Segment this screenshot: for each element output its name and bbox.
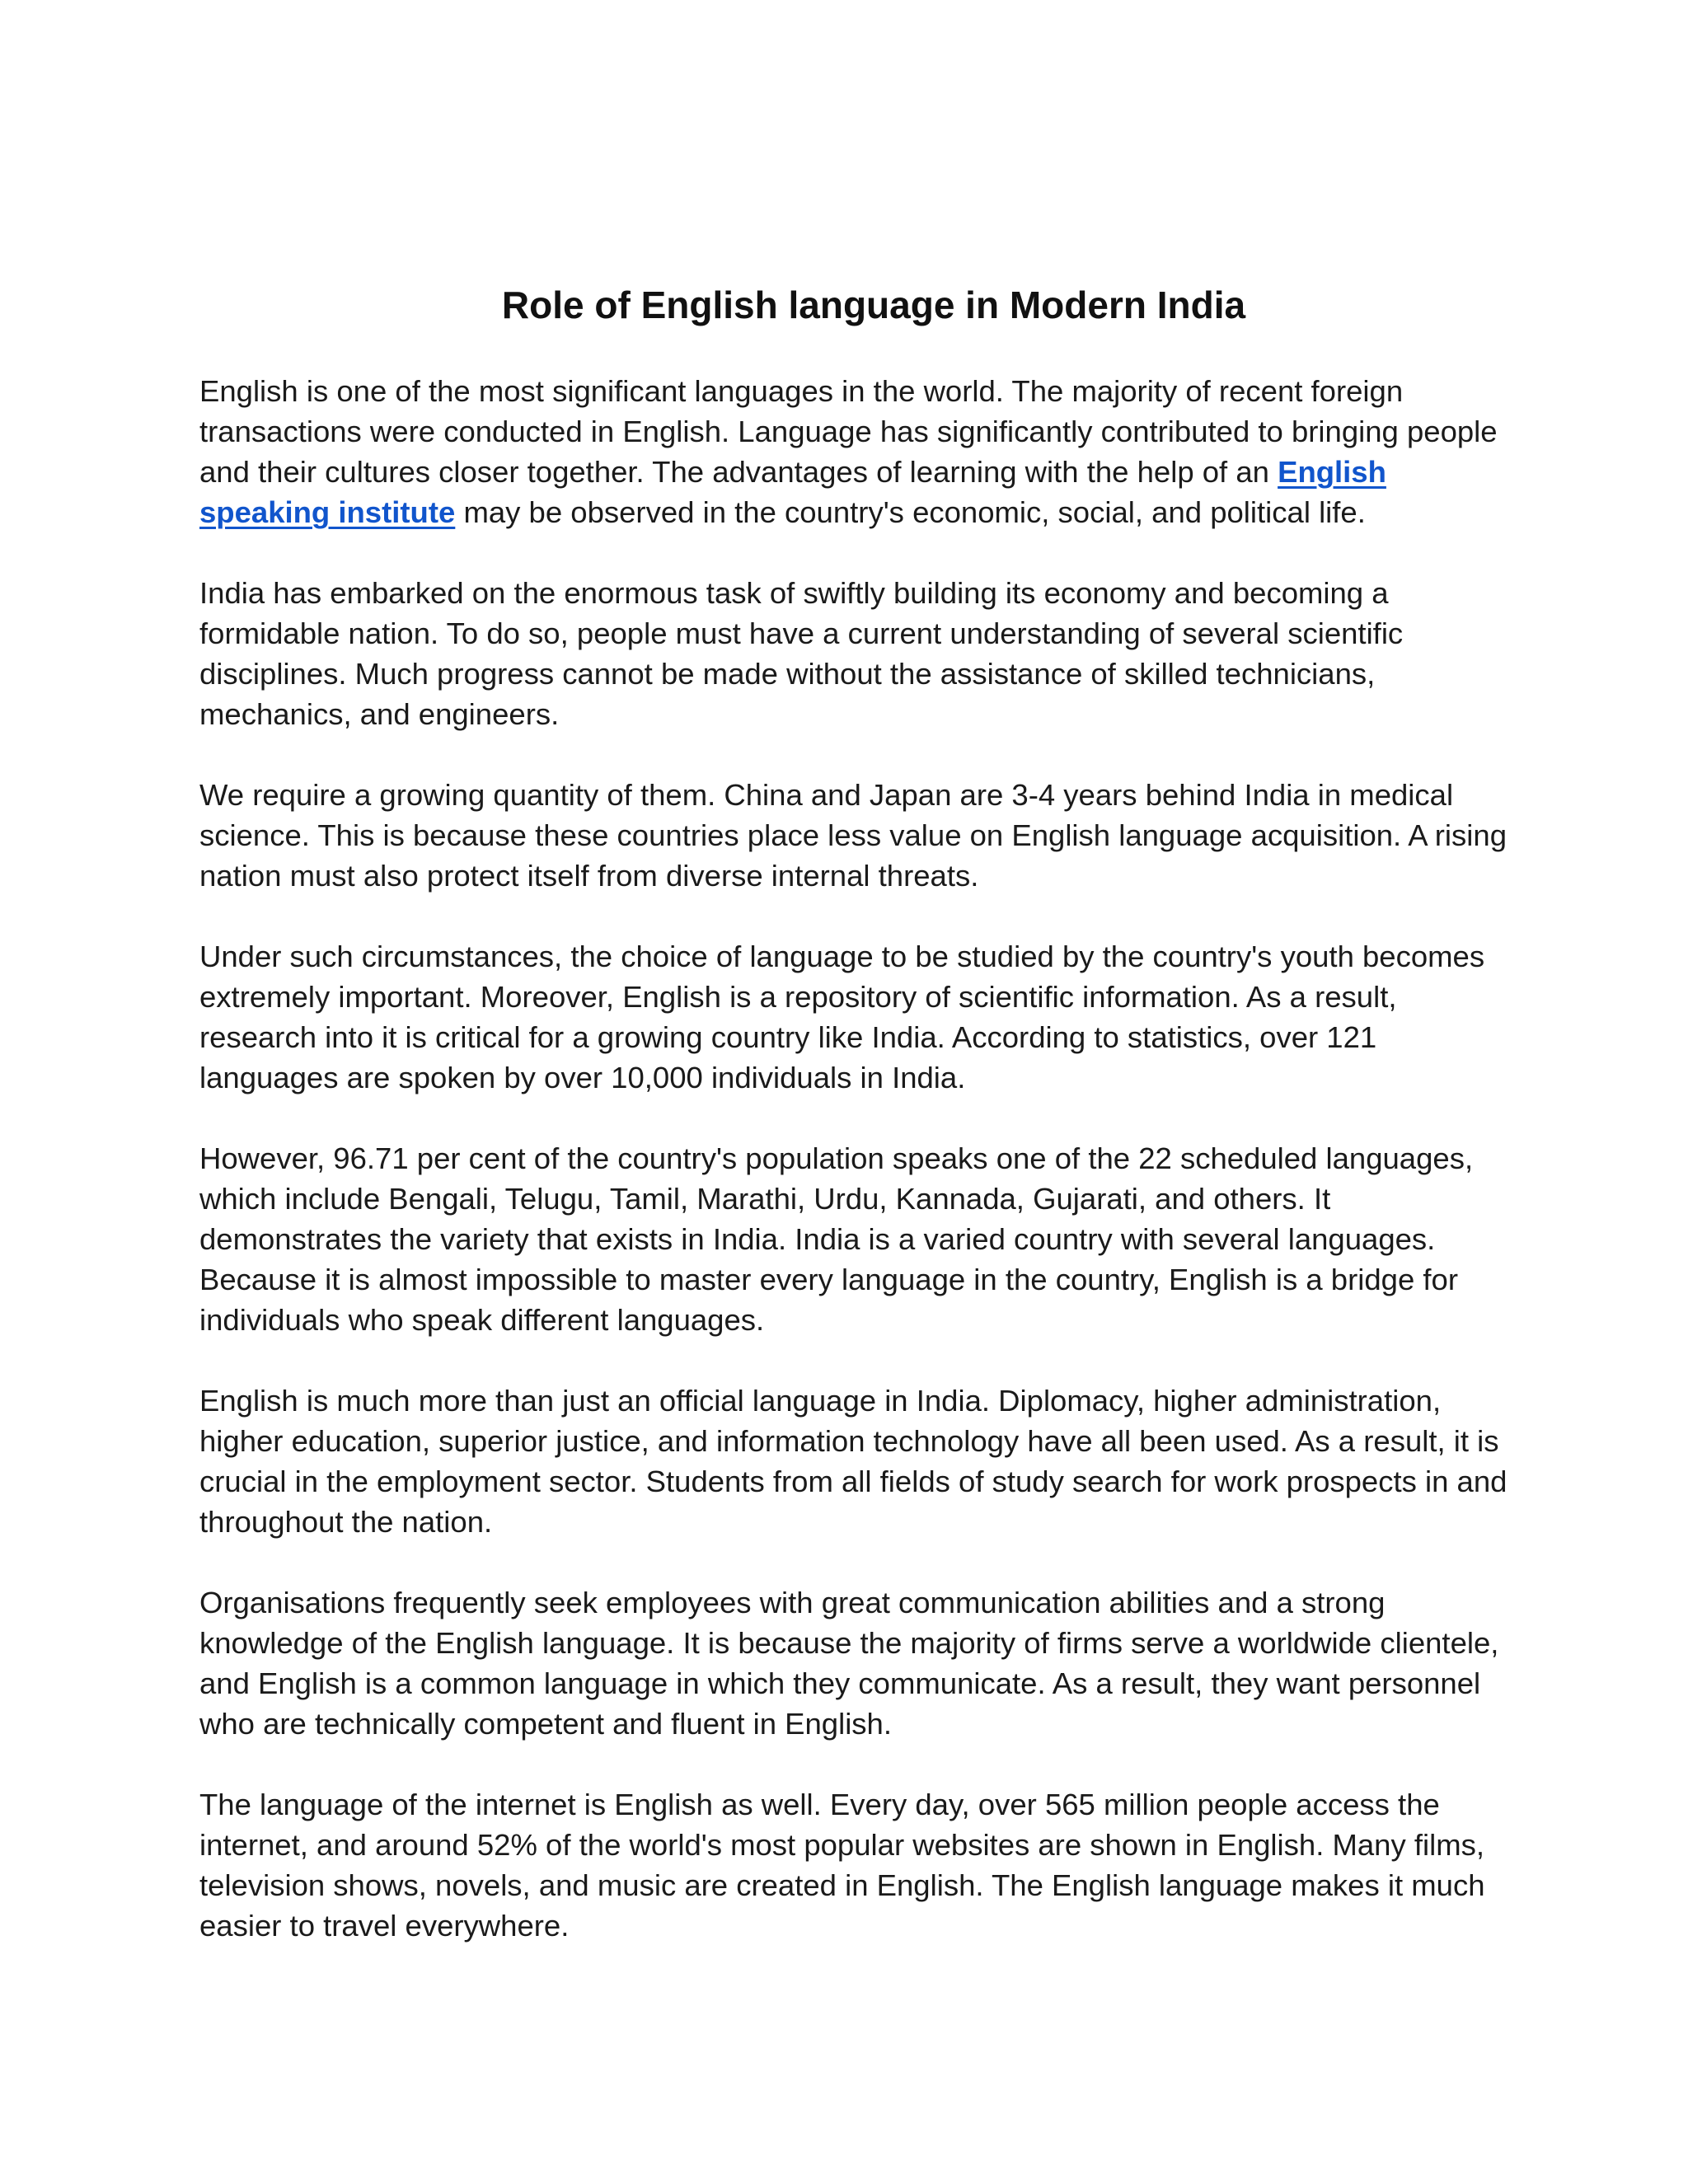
paragraph-medical-science: We require a growing quantity of them. China and Japan are 3-4 years behind India in medical science. This is because these countries place less value on English language acquisition. A rising nation must also protect itself from diverse internal threats. <box>199 778 1507 893</box>
intro-paragraph <box>199 371 1518 532</box>
intro-text-before-link: English is one of the most significant languages in the world. The majority of recent foreign transactions were conducted in English. Language has significantly contributed to bringing people and their cultures closer together. The advantages of learning with the help of an <box>199 374 1498 489</box>
document-title: Role of English language in Modern India <box>501 284 1246 326</box>
paragraph-language-choice: Under such circumstances, the choice of language to be studied by the country's youth becomes extremely important. Moreover, English is a repository of scientific information. As a result, research into it is critical for a growing country like India. According to statistics, over 121 languages are spoken by over 10,000 individuals in India. <box>199 940 1485 1094</box>
document-body <box>199 371 1518 1986</box>
paragraph-official-language: English is much more than just an official language in India. Diplomacy, higher administration, higher education, superior justice, and information technology have all been used. As a result, it is crucial in the employment sector. Students from all fields of study search for work prospects in and throughout the nation. <box>199 1384 1507 1539</box>
paragraph-scheduled-languages: However, 96.71 per cent of the country's population speaks one of the 22 scheduled languages, which include Bengali, Telugu, Tamil, Marathi, Urdu, Kannada, Gujarati, and others. It demonstrates the variety that exists in India. India is a varied country with several languages. Because it is almost impossible to master every language in the country, English is a bridge for individuals who speak different languages. <box>199 1141 1474 1337</box>
intro-text-after-link: may be observed in the country's economic, social, and political life. <box>455 495 1366 529</box>
paragraph-economy: India has embarked on the enormous task of swiftly building its economy and becoming a formidable nation. To do so, people must have a current understanding of several scientific disciplines. Much progress cannot be made without the assistance of skilled technicians, mechanics, and engineers. <box>199 576 1404 731</box>
english-speaking-institute-link[interactable]: English speaking institute <box>199 455 1386 529</box>
paragraph-internet: The language of the internet is English as well. Every day, over 565 million people access the internet, and around 52% of the world's most popular websites are shown in English. Many films, television shows, novels, and music are created in English. The English language makes it much easier to travel everywhere. <box>199 1788 1485 1943</box>
paragraph-organisations: Organisations frequently seek employees with great communication abilities and a strong knowledge of the English language. It is because the majority of firms serve a worldwide clientele, and English is a common language in which they communicate. As a result, they want personnel who are technically competent and fluent in English. <box>199 1586 1499 1741</box>
